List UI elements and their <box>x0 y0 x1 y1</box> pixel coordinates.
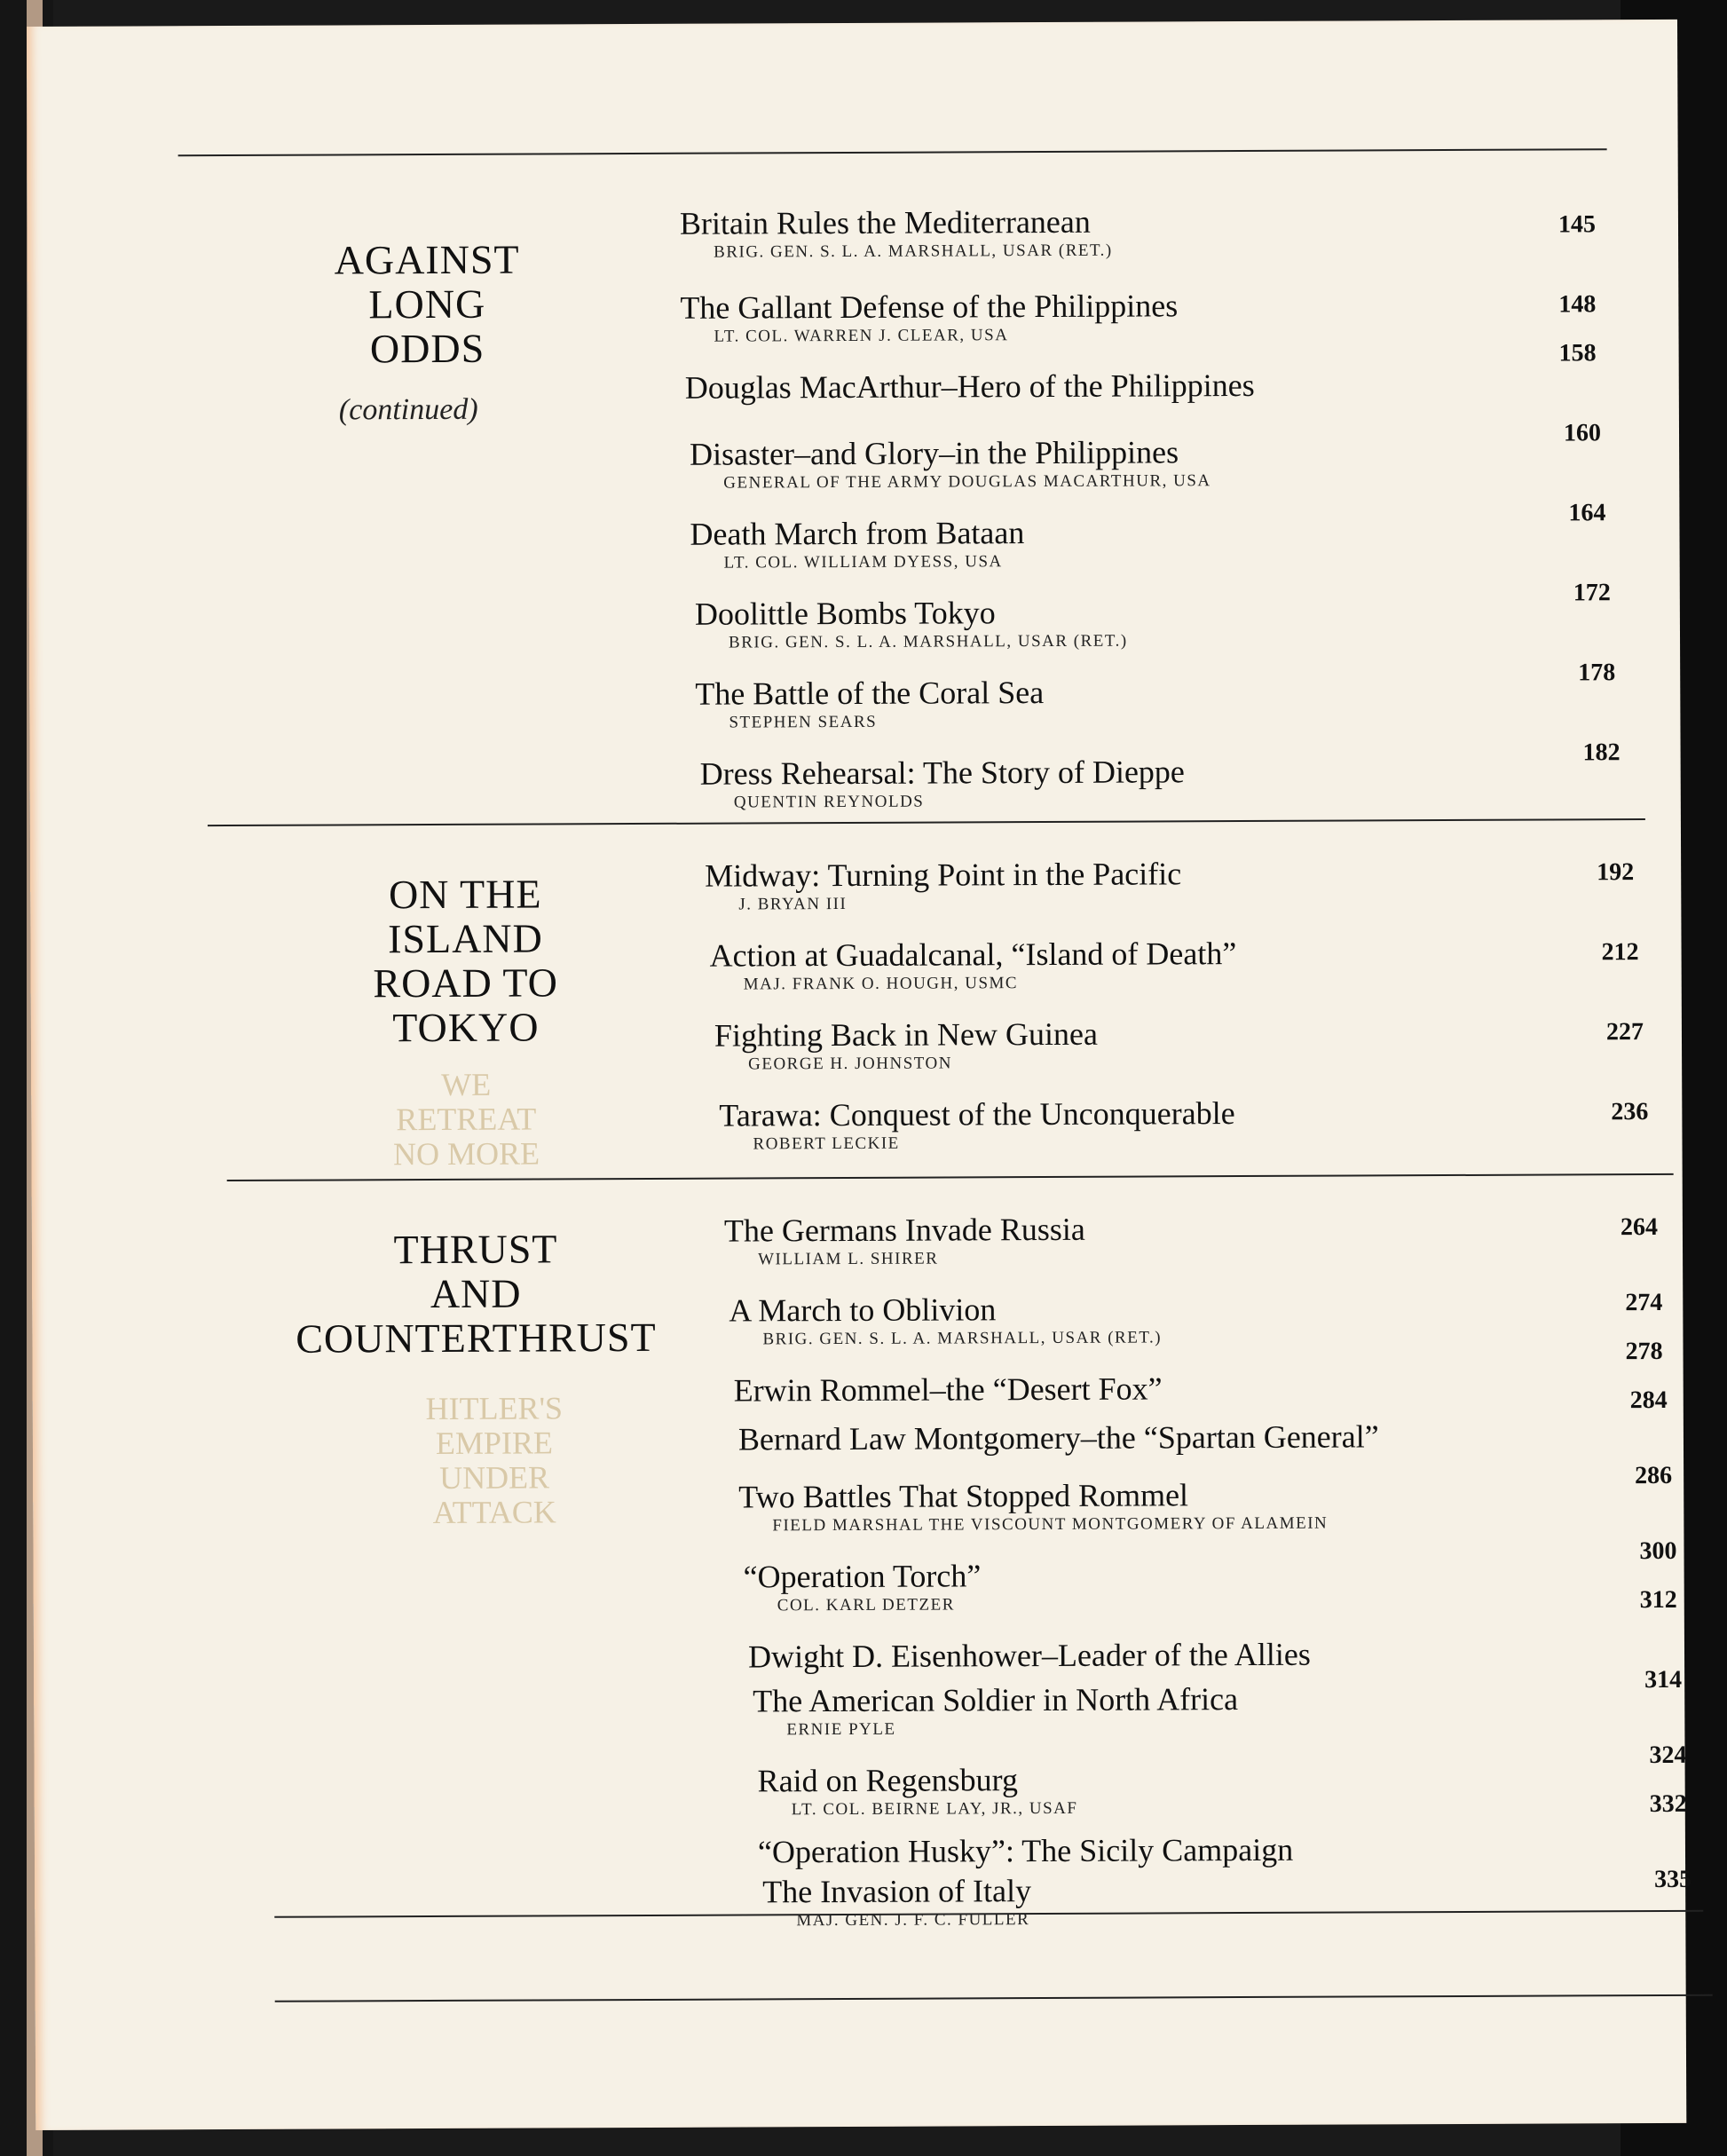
entry-page: 148 <box>1558 290 1597 319</box>
entry-page: 314 <box>1644 1665 1683 1694</box>
entry-page: 158 <box>1558 339 1597 367</box>
toc-entry[interactable] <box>714 1016 1098 1077</box>
entry-page: 172 <box>1573 579 1611 607</box>
toc-entry[interactable] <box>709 936 1236 997</box>
toc-entry[interactable] <box>690 434 1211 495</box>
toc-entry[interactable] <box>724 1212 1085 1272</box>
section-2-subtitle <box>359 1067 573 1172</box>
section-3-subtitle-line: UNDER <box>439 1459 550 1496</box>
entry-page: 178 <box>1578 659 1616 687</box>
entry-title: Action at Guadalcanal, “Island of Death” <box>709 936 1237 974</box>
toc-entry[interactable] <box>748 1637 1311 1675</box>
entry-author: BRIG. GEN. S. L. A. MARSHALL, USAR (RET.) <box>728 631 1128 652</box>
entry-page: 335 <box>1654 1865 1692 1894</box>
entry-title: The American Soldier in North Africa <box>753 1681 1239 1719</box>
entry-page: 278 <box>1625 1337 1663 1366</box>
section-3-subtitle-line: EMPIRE <box>435 1425 554 1462</box>
section-3-subtitle-line: HITLER'S <box>425 1390 564 1427</box>
entry-author: BRIG. GEN. S. L. A. MARSHALL, USAR (RET.) <box>762 1328 1163 1349</box>
entry-author: COL. KARL DETZER <box>777 1595 955 1615</box>
toc-entry[interactable] <box>695 595 1128 655</box>
toc-entry[interactable] <box>680 288 1178 348</box>
entry-page: 300 <box>1639 1536 1677 1566</box>
toc-entry[interactable] <box>695 675 1044 735</box>
entry-title: The Gallant Defense of the Philippines <box>680 288 1179 326</box>
section-3-subtitle-line: ATTACK <box>432 1494 556 1531</box>
entry-author: GENERAL OF THE ARMY DOUGLAS MACARTHUR, USA <box>723 471 1211 493</box>
toc-entry[interactable] <box>758 1832 1293 1870</box>
section-3-title <box>272 1227 681 1362</box>
entry-title: Dwight D. Eisenhower–Leader of the Allies <box>747 1636 1311 1675</box>
entry-title: Disaster–and Glory–in the Philippines <box>690 434 1179 472</box>
toc-entry[interactable] <box>705 856 1181 916</box>
entry-title: Erwin Rommel–the “Desert Fox” <box>733 1370 1163 1409</box>
entry-title: “Operation Torch” <box>743 1558 982 1595</box>
entry-title: Doolittle Bombs Tokyo <box>694 595 996 632</box>
section-1-title-line: ODDS <box>369 325 485 372</box>
entry-author: BRIG. GEN. S. L. A. MARSHALL, USAR (RET.) <box>714 241 1113 262</box>
toc-entry[interactable] <box>700 754 1185 814</box>
entry-title: The Invasion of Italy <box>762 1873 1032 1910</box>
entry-author: FIELD MARSHAL THE VISCOUNT MONTGOMERY OF ALAMEIN <box>772 1513 1329 1536</box>
entry-page: 164 <box>1568 499 1606 527</box>
entry-author: MAJ. GEN. J. F. C. FULLER <box>796 1910 1030 1931</box>
entry-title: Douglas MacArthur–Hero of the Philippines <box>684 367 1255 406</box>
section-3-title-line: COUNTERTHRUST <box>296 1314 657 1362</box>
entry-title: Bernard Law Montgomery–the “Spartan General” <box>737 1418 1379 1457</box>
section-1-title <box>285 237 570 371</box>
rule-top <box>178 148 1607 156</box>
toc-entry[interactable] <box>729 1291 1162 1351</box>
entry-page: 145 <box>1557 210 1597 239</box>
entry-page: 192 <box>1597 858 1635 887</box>
entry-author: LT. COL. WARREN J. CLEAR, USA <box>714 326 1009 346</box>
toc-entry[interactable] <box>738 1477 1328 1538</box>
toc-entry[interactable] <box>719 1095 1235 1157</box>
entry-author: STEPHEN SEARS <box>729 712 878 732</box>
entry-title: Britain Rules the Mediterranean <box>679 203 1091 241</box>
entry-author: ROBERT LECKIE <box>753 1133 900 1154</box>
entry-page: 274 <box>1625 1288 1663 1317</box>
rule-section-2-end <box>227 1173 1674 1181</box>
section-1-title-line: AGAINST <box>334 236 520 283</box>
toc-entry[interactable] <box>762 1873 1031 1932</box>
toc-entry[interactable] <box>744 1558 982 1617</box>
entry-page: 160 <box>1563 419 1602 447</box>
toc-entry[interactable] <box>758 1762 1078 1822</box>
rule-footer <box>275 1994 1713 2002</box>
toc-entry[interactable] <box>734 1370 1163 1408</box>
entry-page: 284 <box>1629 1386 1668 1415</box>
entry-page: 332 <box>1649 1789 1687 1819</box>
entry-page: 236 <box>1611 1098 1649 1126</box>
entry-title: The Battle of the Coral Sea <box>695 675 1045 712</box>
section-2-title <box>332 872 599 1050</box>
entry-author: GEORGE H. JOHNSTON <box>748 1054 953 1074</box>
toc-entry[interactable] <box>685 367 1255 406</box>
section-1-title-line: LONG <box>368 280 486 328</box>
entry-author: LT. COL. BEIRNE LAY, JR., USAF <box>791 1798 1078 1820</box>
toc-entry[interactable] <box>680 204 1113 265</box>
entry-author: QUENTIN REYNOLDS <box>733 792 925 812</box>
entry-page: 286 <box>1635 1461 1673 1490</box>
section-2-title-line: ON THE <box>388 871 542 918</box>
entry-title: The Germans Invade Russia <box>723 1211 1085 1249</box>
entry-title: Midway: Turning Point in the Pacific <box>705 856 1182 894</box>
entry-title: A March to Oblivion <box>729 1291 997 1329</box>
section-2-title-line: ROAD TO <box>373 960 559 1007</box>
entry-author: ERNIE PYLE <box>786 1719 896 1740</box>
toc-entry[interactable] <box>753 1681 1238 1741</box>
section-2-subtitle-line: RETREAT <box>396 1101 537 1138</box>
entry-page: 182 <box>1582 738 1621 767</box>
entry-title: Dress Rehearsal: The Story of Dieppe <box>699 754 1185 792</box>
section-2-subtitle-line: WE <box>441 1066 492 1102</box>
toc-entry[interactable] <box>738 1418 1379 1457</box>
entry-author: J. BRYAN III <box>738 894 848 914</box>
section-3-subtitle <box>388 1391 602 1530</box>
entry-title: Two Battles That Stopped Rommel <box>738 1477 1189 1515</box>
section-2-title-line: TOKYO <box>392 1004 540 1051</box>
section-3-title-line: AND <box>430 1270 522 1317</box>
toc-entry[interactable] <box>690 515 1024 575</box>
section-2-title-line: ISLAND <box>388 915 543 962</box>
entry-author: WILLIAM L. SHIRER <box>758 1249 939 1269</box>
entry-author: LT. COL. WILLIAM DYESS, USA <box>723 552 1003 573</box>
entry-title: Death March from Bataan <box>690 515 1025 552</box>
entry-author: MAJ. FRANK O. HOUGH, USMC <box>743 974 1019 994</box>
entry-page: 312 <box>1639 1585 1677 1615</box>
section-2-subtitle-line: NO MORE <box>392 1135 540 1173</box>
entry-page: 227 <box>1605 1018 1644 1046</box>
entry-title: “Operation Husky”: The Sicily Campaign <box>757 1831 1294 1870</box>
entry-title: Raid on Regensburg <box>757 1762 1019 1799</box>
entry-title: Fighting Back in New Guinea <box>714 1015 1098 1054</box>
section-1-note: (continued) <box>338 392 478 427</box>
entry-page: 212 <box>1601 938 1639 967</box>
section-3-title-line: THRUST <box>393 1226 558 1273</box>
entry-title: Tarawa: Conquest of the Unconquerable <box>719 1095 1235 1133</box>
entry-page: 324 <box>1649 1741 1687 1770</box>
contents-page <box>27 20 1692 2130</box>
rule-section-1-end <box>208 818 1645 826</box>
entry-page: 264 <box>1620 1212 1658 1242</box>
